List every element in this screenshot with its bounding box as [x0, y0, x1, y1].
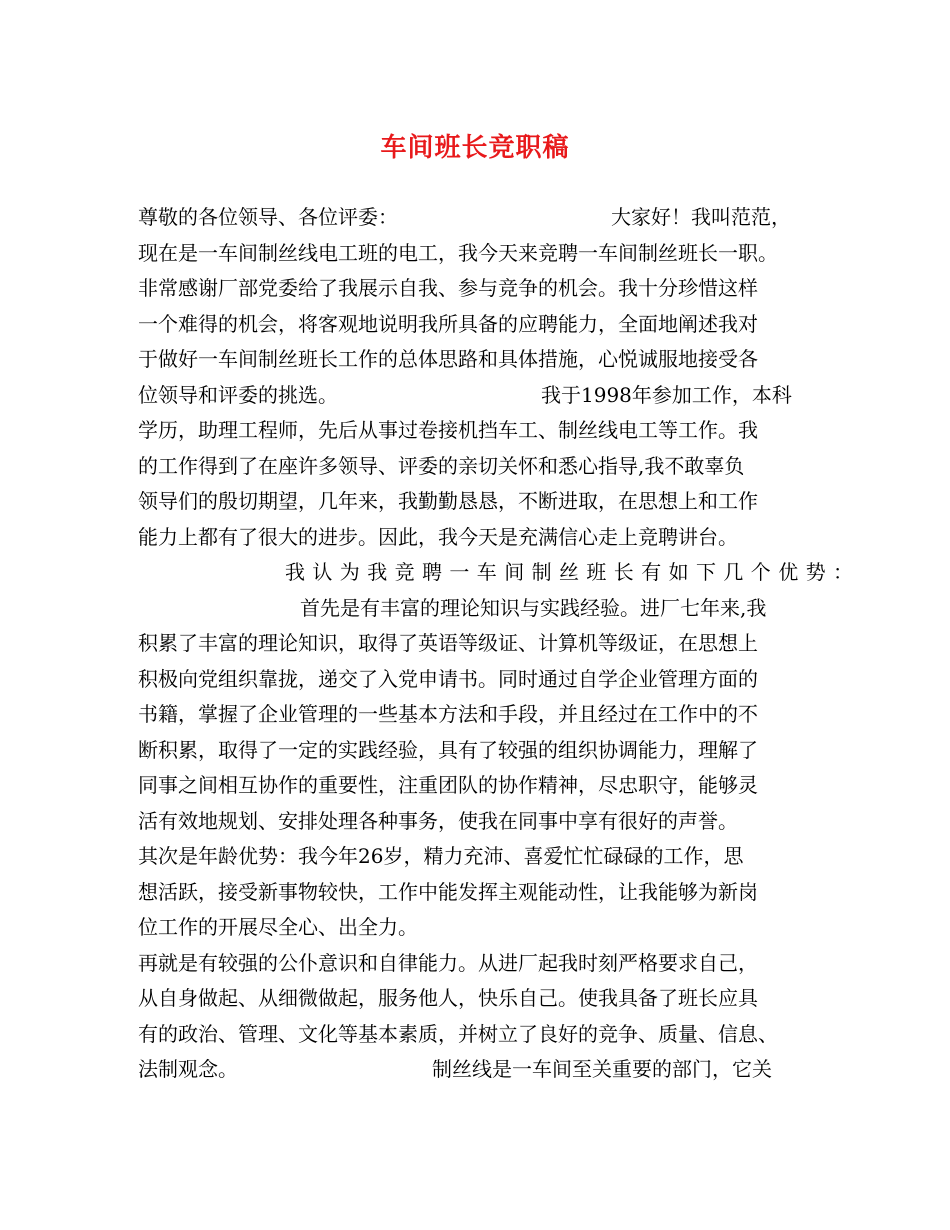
line-text: 领导们的殷切期望，几年来，我勤勤恳恳，不断进取，在思想上和工作 [138, 489, 758, 513]
line-text: 同事之间相互协作的重要性，注重团队的协作精神，尽忠职守，能够灵 [138, 773, 758, 797]
greeting: 大家好！我叫范范， [611, 205, 791, 229]
text-line [138, 271, 828, 307]
text-line [138, 520, 828, 556]
line-text: 再就是有较强的公仆意识和自律能力。从进厂起我时刻严格要求自己， [138, 950, 758, 975]
line-text: 位工作的开展尽全心、出全力。 [138, 915, 418, 939]
document-title: 车间班长竞职稿 [380, 133, 570, 163]
text-line [138, 378, 828, 414]
line-text: 学历，助理工程师，先后从事过卷接机挡车工、制丝线电工等工作。我 [138, 418, 758, 442]
line-text: 想活跃，接受新事物较快，工作中能发挥主观能动性，让我能够为新岗 [138, 879, 758, 904]
line-text: 能力上都有了很大的进步。因此，我今天是充满信心走上竞聘讲台。 [138, 524, 738, 549]
text-line [138, 662, 828, 698]
text-line [138, 413, 828, 449]
text-line [138, 946, 828, 982]
document-body [138, 200, 861, 1088]
text-line [138, 626, 828, 662]
text-line [138, 768, 828, 804]
line-text: 现在是一车间制丝线电工班的电工，我今天来竞聘一车间制丝班长一职。 [138, 240, 778, 265]
line-text: 我于1998年参加工作，本科 [541, 382, 792, 407]
text-line [138, 1017, 828, 1053]
text-line [138, 804, 828, 840]
text-line [138, 697, 828, 733]
line-text: 书籍，掌握了企业管理的一些基本方法和手段，并且经过在工作中的不 [138, 702, 758, 726]
line-text: 首先是有丰富的理论知识与实践经验。进厂七年来,我 [300, 595, 767, 620]
line-text: 活有效地规划、安排处理各种事务，使我在同事中享有很好的声誉。 [138, 808, 738, 833]
line-text: 位领导和评委的挑选。 [138, 382, 338, 407]
advantages-heading: 我认为我竞聘一车间制丝班长有如下几个优势： [285, 560, 861, 584]
text-line [138, 875, 828, 911]
line-text: 一个难得的机会，将客观地说明我所具备的应聘能力，全面地阐述我对 [138, 311, 758, 336]
text-line [138, 910, 828, 946]
text-line [138, 839, 828, 875]
line-text: 于做好一车间制丝班长工作的总体思路和具体措施，心悦诚服地接受各 [138, 347, 758, 371]
line-text: 的工作得到了在座许多领导、评委的亲切关怀和悉心指导,我不敢辜负 [138, 453, 745, 478]
line-text: 非常感谢厂部党委给了我展示自我、参与竞争的机会。我十分珍惜这样 [138, 276, 758, 300]
text-line [138, 1052, 828, 1088]
line-text: 断积累，取得了一定的实践经验，具有了较强的组织协调能力，理解了 [138, 737, 758, 762]
text-line [138, 449, 828, 485]
text-line [138, 591, 828, 627]
text-line [138, 200, 828, 236]
text-line [138, 555, 861, 591]
line-text: 积极向党组织靠拢，递交了入党申请书。同时通过自学企业管理方面的 [138, 666, 758, 691]
text-line [138, 342, 828, 378]
line-text: 积累了丰富的理论知识，取得了英语等级证、计算机等级证，在思想上 [138, 631, 758, 655]
text-line [138, 307, 828, 343]
text-line [138, 236, 828, 272]
line-text: 有的政治、管理、文化等基本素质，并树立了良好的竞争、质量、信息、 [138, 1021, 778, 1046]
line-text: 法制观念。 [138, 1057, 238, 1081]
text-line [138, 484, 828, 520]
line-text: 制丝线是一车间至关重要的部门，它关 [432, 1057, 772, 1081]
text-line [138, 981, 828, 1017]
line-text: 其次是年龄优势：我今年26岁，精力充沛、喜爱忙忙碌碌的工作，思 [138, 844, 744, 868]
text-line [138, 733, 828, 769]
line-text: 从自身做起、从细微做起，服务他人，快乐自己。使我具备了班长应具 [138, 986, 758, 1010]
salutation: 尊敬的各位领导、各位评委： [138, 205, 398, 229]
